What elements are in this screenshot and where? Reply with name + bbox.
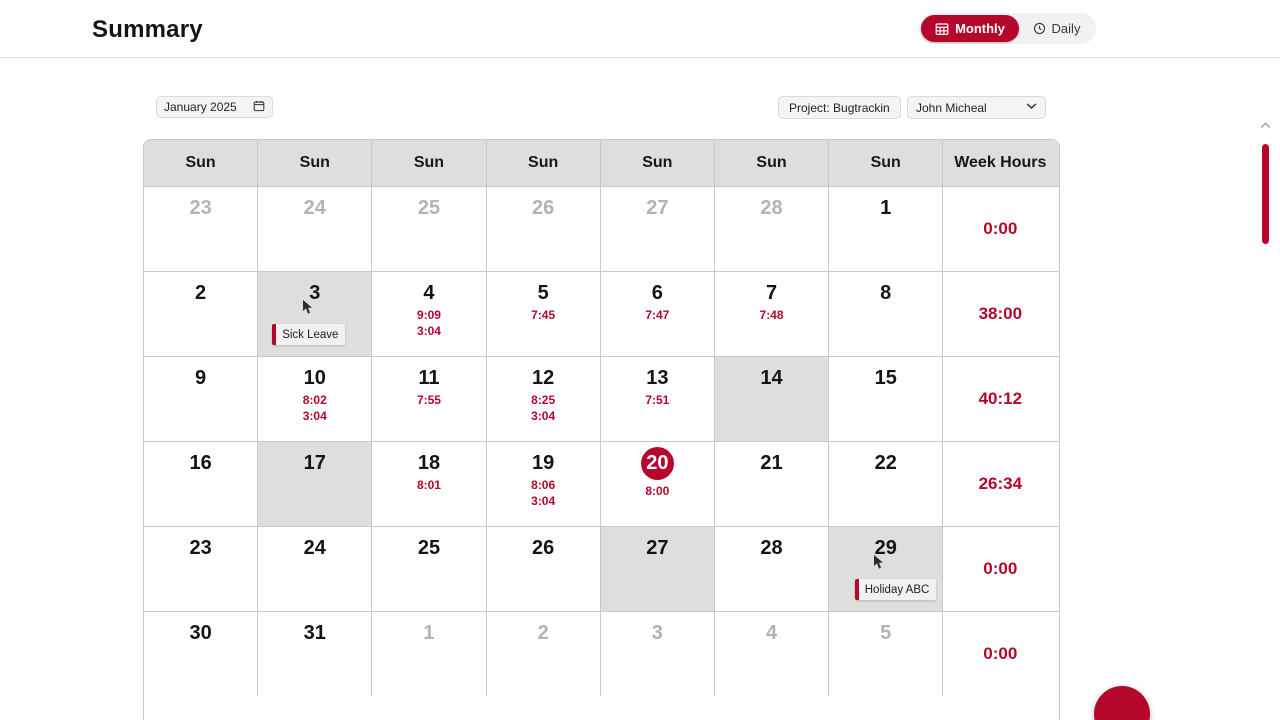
day-hours <box>487 307 600 323</box>
mouse-cursor-icon <box>873 555 886 570</box>
calendar-day-cell[interactable] <box>372 272 486 356</box>
day-number-wrap <box>372 367 485 389</box>
calendar-day-cell[interactable] <box>829 357 943 441</box>
day-hours-entry: 3:04 <box>416 324 441 338</box>
user-select[interactable] <box>907 96 1046 119</box>
day-hours-entry: 8:25 <box>531 393 556 407</box>
day-number-wrap <box>829 622 942 644</box>
page-content <box>0 58 1280 720</box>
calendar-day-cell[interactable] <box>144 442 258 526</box>
day-hours-entry: 8:00 <box>645 484 670 498</box>
day-hours-entry: 7:45 <box>531 308 556 322</box>
day-number-wrap <box>258 537 371 559</box>
day-number: 23 <box>189 197 212 219</box>
scrollbar-thumb[interactable] <box>1262 144 1269 244</box>
day-number: 24 <box>303 197 326 219</box>
day-number: 1 <box>423 622 435 644</box>
week-hours-value: 0:00 <box>983 219 1018 238</box>
day-hours <box>372 477 485 493</box>
day-number: 1 <box>880 197 892 219</box>
day-hours-entry: 7:48 <box>759 308 784 322</box>
day-number: 3 <box>651 622 663 644</box>
calendar-day-cell[interactable] <box>258 442 372 526</box>
day-number: 9 <box>195 367 207 389</box>
day-number: 25 <box>417 537 441 559</box>
day-number: 6 <box>651 282 663 304</box>
month-calendar <box>143 139 1060 720</box>
day-number-wrap <box>601 622 714 644</box>
calendar-day-cell[interactable] <box>601 357 715 441</box>
day-hours-entry: 7:47 <box>645 308 670 322</box>
day-number: 4 <box>765 622 778 644</box>
day-number-wrap <box>258 622 371 644</box>
day-number-wrap <box>144 622 257 644</box>
calendar-day-cell[interactable] <box>601 272 715 356</box>
calendar-day-cell[interactable] <box>829 612 943 696</box>
day-hours <box>601 392 714 408</box>
calendar-week-row <box>144 356 1059 441</box>
day-number-wrap <box>258 197 371 219</box>
day-number: 4 <box>423 282 435 304</box>
clock-icon <box>1033 22 1046 35</box>
tab-monthly-label: Monthly <box>955 21 1005 36</box>
calendar-day-cell[interactable] <box>601 187 715 271</box>
day-number: 23 <box>189 537 212 559</box>
leave-chip[interactable]: Sick Leave <box>272 324 345 345</box>
page-title: Summary <box>92 16 203 43</box>
calendar-day-cell[interactable] <box>487 272 601 356</box>
month-picker-label: January 2025 <box>164 100 237 114</box>
day-number: 18 <box>417 452 441 474</box>
chevron-down-icon <box>1026 102 1037 113</box>
calendar-day-cell[interactable] <box>715 442 829 526</box>
day-number-wrap <box>487 537 600 559</box>
day-number: 12 <box>532 367 555 389</box>
day-number: 7 <box>765 282 778 304</box>
day-number-wrap <box>372 537 485 559</box>
day-number: 27 <box>646 537 669 559</box>
project-filter[interactable] <box>778 96 901 119</box>
calendar-day-cell[interactable] <box>487 357 601 441</box>
day-hours-entry: 3:04 <box>302 409 327 423</box>
day-hours-entry: 3:04 <box>531 494 556 508</box>
day-number-wrap <box>829 367 942 389</box>
day-number-selected: 20 <box>641 447 674 480</box>
day-number-wrap <box>144 537 257 559</box>
day-number-wrap <box>715 622 828 644</box>
day-number-wrap <box>715 452 828 474</box>
calendar-day-cell[interactable] <box>487 442 601 526</box>
day-number-wrap <box>487 367 600 389</box>
day-number-wrap <box>144 197 257 219</box>
day-number: 31 <box>303 622 326 644</box>
user-select-label: John Micheal <box>916 100 987 115</box>
day-hours <box>487 477 600 509</box>
calendar-day-cell[interactable] <box>487 612 601 696</box>
calendar-day-cell[interactable] <box>601 527 715 611</box>
day-hours-entry: 7:51 <box>645 393 670 407</box>
calendar-day-cell[interactable] <box>715 357 829 441</box>
day-number: 25 <box>417 197 441 219</box>
calendar-day-cell[interactable] <box>258 357 372 441</box>
calendar-column-header: Sun <box>829 140 943 186</box>
day-number: 13 <box>646 367 669 389</box>
calendar-day-cell[interactable] <box>258 527 372 611</box>
day-number-wrap <box>601 197 714 219</box>
calendar-day-cell[interactable] <box>829 527 943 611</box>
calendar-day-cell[interactable] <box>715 612 829 696</box>
calendar-day-cell[interactable] <box>372 442 486 526</box>
mouse-cursor-icon <box>302 300 315 315</box>
calendar-icon <box>253 100 265 115</box>
day-number-wrap <box>487 452 600 474</box>
day-number: 24 <box>303 537 326 559</box>
calendar-day-cell[interactable] <box>715 187 829 271</box>
day-number: 11 <box>418 367 440 389</box>
day-number: 8 <box>880 282 892 304</box>
day-number-wrap <box>601 537 714 559</box>
calendar-day-cell[interactable] <box>258 272 372 356</box>
day-hours <box>258 392 371 424</box>
day-number: 19 <box>532 452 555 474</box>
calendar-day-cell[interactable] <box>715 527 829 611</box>
day-number-wrap <box>144 282 257 304</box>
calendar-day-cell[interactable] <box>829 442 943 526</box>
calendar-body <box>144 186 1059 696</box>
week-hours-value: 0:00 <box>983 644 1018 663</box>
day-number-wrap <box>829 197 942 219</box>
day-hours-entry: 8:06 <box>531 478 556 492</box>
calendar-day-cell[interactable] <box>829 272 943 356</box>
floating-action-button[interactable] <box>1094 686 1150 720</box>
calendar-column-header: Sun <box>601 140 715 186</box>
day-hours <box>372 392 485 408</box>
calendar-week-row <box>144 526 1059 611</box>
day-number-wrap <box>829 452 942 474</box>
calendar-day-cell[interactable] <box>601 612 715 696</box>
calendar-column-header: Sun <box>144 140 258 186</box>
calendar-week-row <box>144 441 1059 526</box>
day-number: 14 <box>760 367 783 389</box>
calendar-week-row <box>144 271 1059 356</box>
calendar-day-cell[interactable] <box>601 442 715 526</box>
day-number: 3 <box>309 282 321 304</box>
calendar-day-cell[interactable] <box>144 612 258 696</box>
tab-daily[interactable] <box>1019 15 1094 42</box>
day-number-wrap <box>601 282 714 304</box>
day-number: 17 <box>303 452 326 474</box>
day-hours-entry: 8:01 <box>416 478 441 492</box>
day-number: 22 <box>874 452 897 474</box>
calendar-grid-icon <box>935 22 949 36</box>
day-number: 15 <box>874 367 897 389</box>
calendar-day-cell[interactable] <box>144 527 258 611</box>
day-number: 2 <box>195 282 207 304</box>
day-number-wrap <box>372 452 485 474</box>
day-number-wrap <box>487 622 600 644</box>
calendar-week-row <box>144 611 1059 696</box>
day-number-wrap <box>715 367 828 389</box>
day-number-wrap <box>601 452 714 480</box>
calendar-day-cell[interactable] <box>144 357 258 441</box>
page-header <box>0 0 1280 58</box>
day-number: 2 <box>537 622 549 644</box>
calendar-column-header: Sun <box>372 140 486 186</box>
day-number: 5 <box>880 622 892 644</box>
day-number-wrap <box>144 452 257 474</box>
tab-daily-label: Daily <box>1051 21 1081 36</box>
day-number-wrap <box>372 197 485 219</box>
week-hours-value: 40:12 <box>978 389 1023 408</box>
day-number: 26 <box>532 197 555 219</box>
calendar-day-cell[interactable] <box>829 187 943 271</box>
tab-monthly[interactable] <box>921 15 1019 42</box>
leave-chip[interactable]: Holiday ABC <box>855 579 937 600</box>
calendar-day-cell[interactable] <box>144 187 258 271</box>
calendar-column-header: Sun <box>487 140 601 186</box>
day-number: 16 <box>189 452 212 474</box>
calendar-day-cell[interactable] <box>258 187 372 271</box>
day-number: 5 <box>537 282 549 304</box>
calendar-column-header: Sun <box>715 140 829 186</box>
calendar-day-cell[interactable] <box>258 612 372 696</box>
day-number: 28 <box>760 537 783 559</box>
calendar-toolbar <box>0 58 1280 120</box>
day-number-wrap <box>258 367 371 389</box>
day-number: 26 <box>532 537 555 559</box>
day-hours-entry: 7:55 <box>416 393 441 407</box>
day-number-wrap <box>487 197 600 219</box>
calendar-day-cell[interactable] <box>372 357 486 441</box>
day-number: 21 <box>760 452 783 474</box>
week-hours-value: 0:00 <box>983 559 1018 578</box>
calendar-header-row <box>144 140 1059 186</box>
day-number: 30 <box>189 622 212 644</box>
day-number-wrap <box>715 197 828 219</box>
day-hours <box>601 307 714 323</box>
day-hours-entry: 9:09 <box>416 308 441 322</box>
day-hours <box>487 392 600 424</box>
day-hours <box>715 307 828 323</box>
day-number-wrap <box>144 367 257 389</box>
week-hours-value: 38:00 <box>978 304 1023 323</box>
day-number-wrap <box>715 282 828 304</box>
day-hours-entry: 3:04 <box>531 409 556 423</box>
day-number-wrap <box>487 282 600 304</box>
calendar-day-cell[interactable] <box>487 187 601 271</box>
calendar-column-header: Sun <box>258 140 372 186</box>
day-hours <box>372 307 485 339</box>
calendar-day-cell[interactable] <box>487 527 601 611</box>
day-number-wrap <box>258 452 371 474</box>
day-number-wrap <box>372 622 485 644</box>
calendar-day-cell[interactable] <box>372 187 486 271</box>
day-number-wrap <box>829 282 942 304</box>
day-hours <box>601 483 714 499</box>
week-hours-header: Week Hours <box>954 154 1047 171</box>
day-number: 27 <box>646 197 669 219</box>
calendar-day-cell[interactable] <box>715 272 829 356</box>
view-mode-toggle[interactable] <box>919 13 1096 44</box>
calendar-day-cell[interactable] <box>144 272 258 356</box>
day-number: 10 <box>303 367 326 389</box>
month-picker[interactable] <box>156 96 273 118</box>
day-hours-entry: 8:02 <box>302 393 327 407</box>
calendar-week-row <box>144 186 1059 271</box>
day-number-wrap <box>372 282 485 304</box>
project-filter-label: Project: Bugtrackin <box>789 100 890 115</box>
day-number: 28 <box>760 197 783 219</box>
week-hours-value: 26:34 <box>978 474 1023 493</box>
day-number: 29 <box>874 537 897 559</box>
calendar-day-cell[interactable] <box>372 527 486 611</box>
day-number-wrap <box>601 367 714 389</box>
calendar-day-cell[interactable] <box>372 612 486 696</box>
day-number-wrap <box>715 537 828 559</box>
